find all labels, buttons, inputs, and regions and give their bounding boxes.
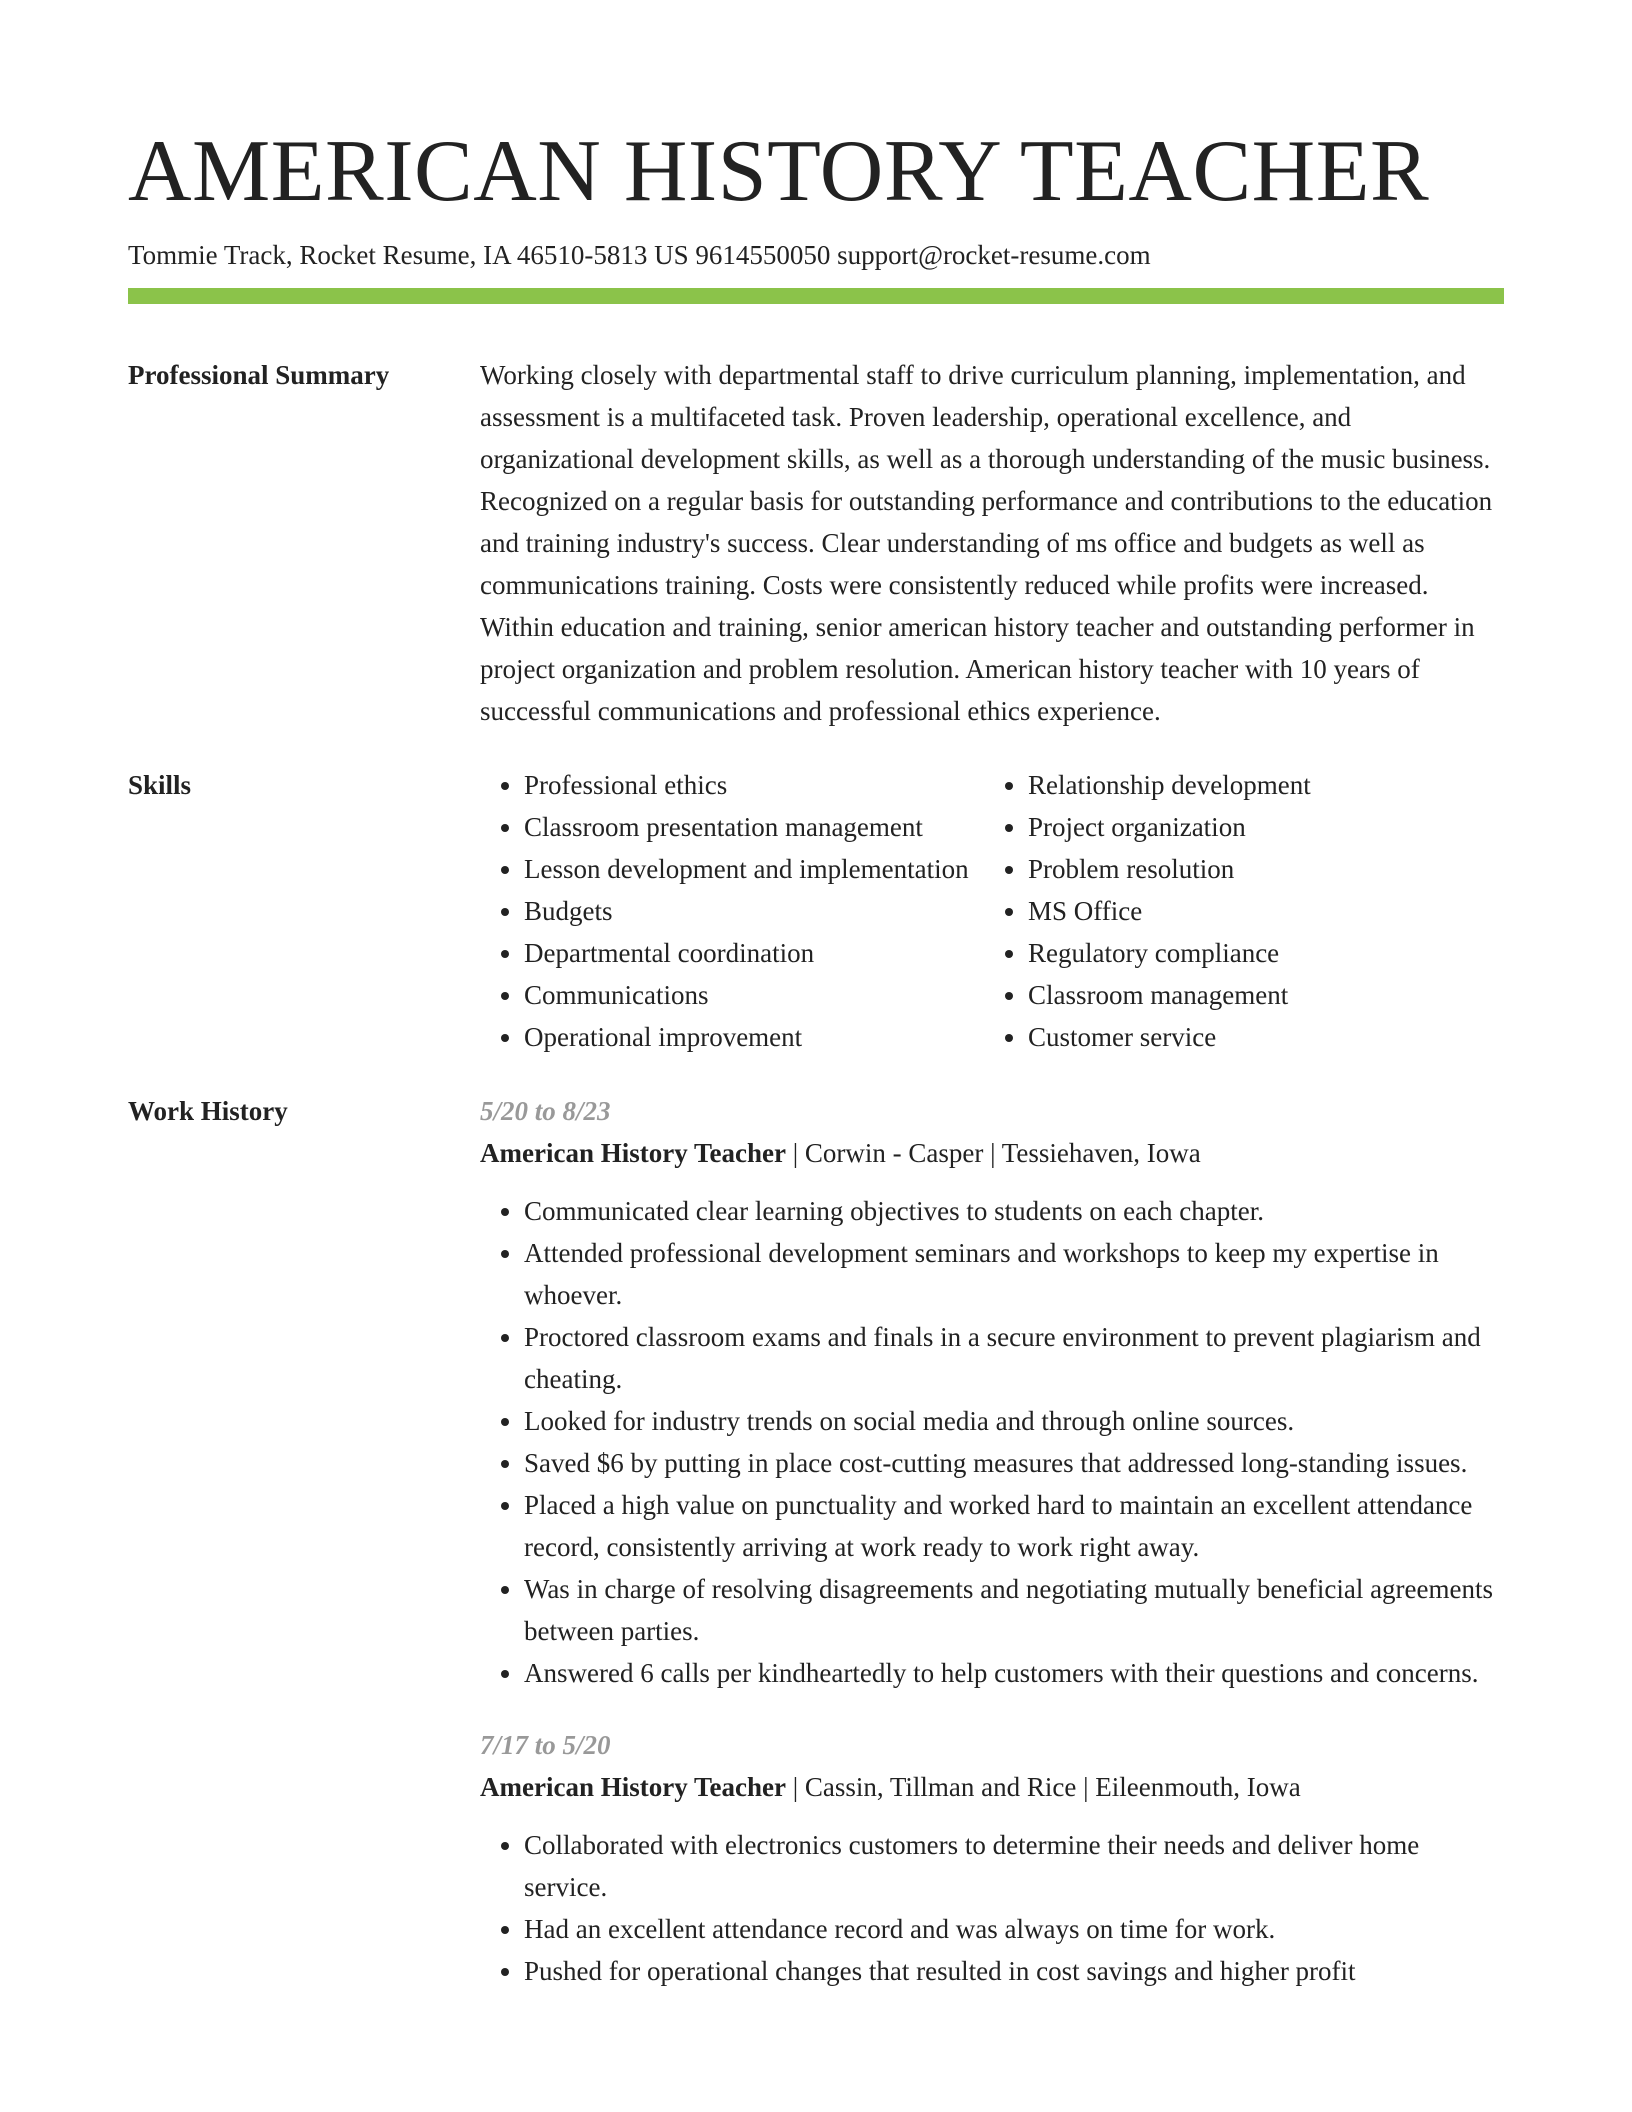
- job-bullet: • Saved $6 by putting in place cost-cutting measures that addressed long-standing issues.: [524, 1442, 1504, 1484]
- job-entry: [480, 1724, 1504, 1992]
- job-bullet: • Was in charge of resolving disagreements and negotiating mutually beneficial agreements between parties.: [524, 1568, 1504, 1652]
- job-bullet: • Communicated clear learning objectives to students on each chapter.: [524, 1190, 1504, 1232]
- skill-item: • Classroom management: [1028, 974, 1504, 1016]
- resume-title: AMERICAN HISTORY TEACHER: [128, 123, 1430, 220]
- skill-item: • Customer service: [1028, 1016, 1504, 1058]
- job-dates: 7/17 to 5/20: [480, 1730, 611, 1760]
- job-details: | Cassin, Tillman and Rice | Eileenmouth, Iowa: [785, 1772, 1301, 1802]
- job-heading: [480, 1766, 1504, 1808]
- job-heading: [480, 1132, 1504, 1174]
- job-title: American History Teacher: [480, 1772, 786, 1802]
- section-heading-skills: Skills: [128, 770, 192, 800]
- skills-section: [128, 764, 1504, 1058]
- job-bullets: [480, 1190, 1504, 1694]
- skill-item: • Professional ethics: [524, 764, 984, 806]
- skill-item: • Budgets: [524, 890, 984, 932]
- job-entry: [480, 1090, 1504, 1694]
- accent-divider: [128, 288, 1504, 304]
- job-bullet: • Answered 6 calls per kindheartedly to help customers with their questions and concerns.: [524, 1652, 1504, 1694]
- skills-column-1: [480, 764, 984, 1058]
- section-heading-work-history: Work History: [128, 1096, 288, 1126]
- work-history-section: [128, 1090, 1504, 1992]
- skill-item: • MS Office: [1028, 890, 1504, 932]
- summary-section: [128, 354, 1504, 732]
- skill-item: • Project organization: [1028, 806, 1504, 848]
- skill-item: • Departmental coordination: [524, 932, 984, 974]
- contact-line: Tommie Track, Rocket Resume, IA 46510-5813 US 9614550050 support@rocket-resume.com: [128, 240, 1151, 270]
- job-dates: 5/20 to 8/23: [480, 1096, 611, 1126]
- job-bullet: • Placed a high value on punctuality and worked hard to maintain an excellent attendance record, consistently arriving at work ready to work right away.: [524, 1484, 1504, 1568]
- job-bullet: • Proctored classroom exams and finals in a secure environment to prevent plagiarism and cheating.: [524, 1316, 1504, 1400]
- job-title: American History Teacher: [480, 1138, 786, 1168]
- skill-item: • Lesson development and implementation: [524, 848, 984, 890]
- job-bullets: [480, 1824, 1504, 1992]
- job-bullet: • Had an excellent attendance record and was always on time for work.: [524, 1908, 1504, 1950]
- resume-page: [128, 0, 1504, 1992]
- skill-item: • Regulatory compliance: [1028, 932, 1504, 974]
- skill-item: • Problem resolution: [1028, 848, 1504, 890]
- skills-column-2: [984, 764, 1504, 1058]
- skills-grid: [480, 764, 1504, 1058]
- job-bullet: • Pushed for operational changes that resulted in cost savings and higher profit: [524, 1950, 1504, 1992]
- skill-item: • Communications: [524, 974, 984, 1016]
- skill-item: • Operational improvement: [524, 1016, 984, 1058]
- skill-item: • Classroom presentation management: [524, 806, 984, 848]
- job-details: | Corwin - Casper | Tessiehaven, Iowa: [785, 1138, 1201, 1168]
- job-bullet: • Collaborated with electronics customers to determine their needs and deliver home service.: [524, 1824, 1504, 1908]
- job-bullet: • Looked for industry trends on social media and through online sources.: [524, 1400, 1504, 1442]
- skill-item: • Relationship development: [1028, 764, 1504, 806]
- section-heading-summary: Professional Summary: [128, 360, 390, 390]
- summary-text: Working closely with departmental staff to drive curriculum planning, implementation, and assessment is a multifaceted task. Proven leadership, operational excellence, and organizational development skills, as well as a thorough understanding of the music business. Recognized on a regular basis for outstanding performance and contributions to the education and training industry's success. Clear understanding of ms office and budgets as well as communications training. Costs were consistently reduced while profits were increased. Within education and training, senior american history teacher and outstanding performer in project organization and problem resolution. American history teacher with 10 years of successful communications and professional ethics experience.: [480, 360, 1493, 726]
- job-bullet: • Attended professional development seminars and workshops to keep my expertise in whoever.: [524, 1232, 1504, 1316]
